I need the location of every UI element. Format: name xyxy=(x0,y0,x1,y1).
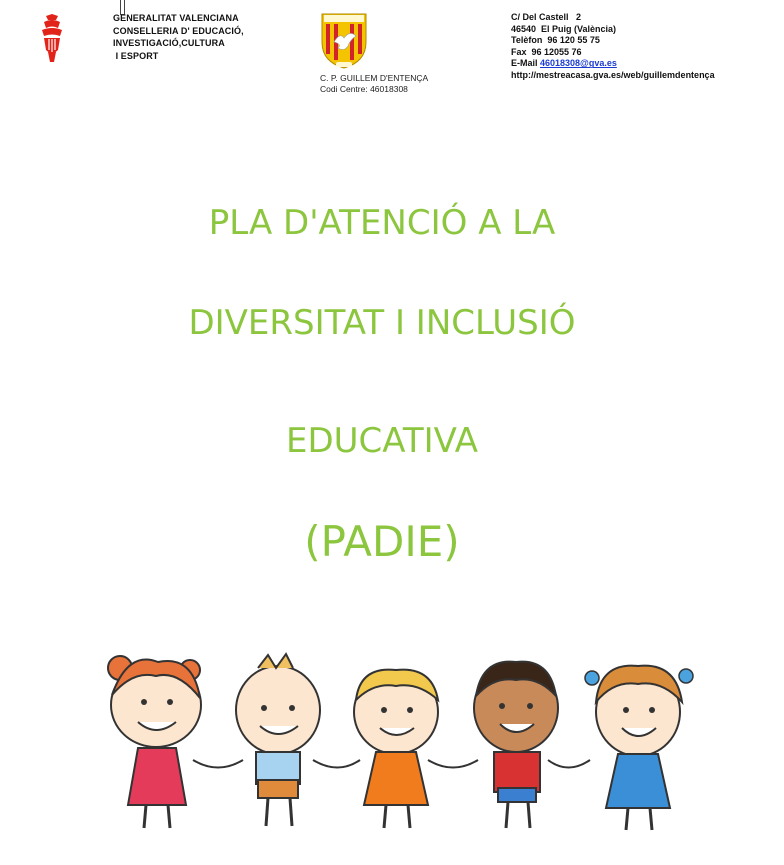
title-line-3: EDUCATIVA xyxy=(285,421,479,461)
school-shield-logo-icon xyxy=(320,12,368,70)
institution-line-3: INVESTIGACIÓ,CULTURA xyxy=(113,38,225,48)
contact-email-row xyxy=(511,58,715,70)
school-name: C. P. GUILLEM D'ENTENÇA xyxy=(320,73,429,83)
contact-fax: Fax 96 12055 76 xyxy=(511,46,582,57)
child-2-figure xyxy=(236,654,320,826)
generalitat-logo-icon xyxy=(38,12,66,64)
institution-line-1: GENERALITAT VALENCIANA xyxy=(113,13,239,23)
school-info xyxy=(320,73,428,95)
child-3-figure xyxy=(354,670,438,828)
contact-email-label: E-Mail xyxy=(511,58,541,69)
children-holding-hands-illustration xyxy=(98,640,703,835)
institution-line-2: CONSELLERIA D' EDUCACIÓ, xyxy=(113,25,244,36)
title-line-2: DIVERSITAT I INCLUSIÓ xyxy=(188,303,576,343)
contact-web: http://mestreacasa.gva.es/web/guillemdentença xyxy=(511,69,715,80)
contact-city: 46540 El Puig (València) xyxy=(511,23,617,34)
title-acronym: (PADIE) xyxy=(304,517,460,566)
institution-line-4: I ESPORT xyxy=(113,50,159,61)
contact-phone: Telèfon 96 120 55 75 xyxy=(511,35,600,46)
contact-address: C/ Del Castell 2 xyxy=(511,12,582,22)
contact-block xyxy=(511,12,715,82)
child-4-figure xyxy=(474,662,558,828)
contact-email-link[interactable]: 46018308@gva.es xyxy=(540,58,617,69)
institution-header xyxy=(113,12,244,62)
title-line-1: PLA D'ATENCIÓ A LA xyxy=(208,203,556,243)
child-1-figure xyxy=(108,656,201,828)
school-code: Codi Centre: 46018308 xyxy=(320,84,408,94)
child-5-figure xyxy=(585,666,693,830)
